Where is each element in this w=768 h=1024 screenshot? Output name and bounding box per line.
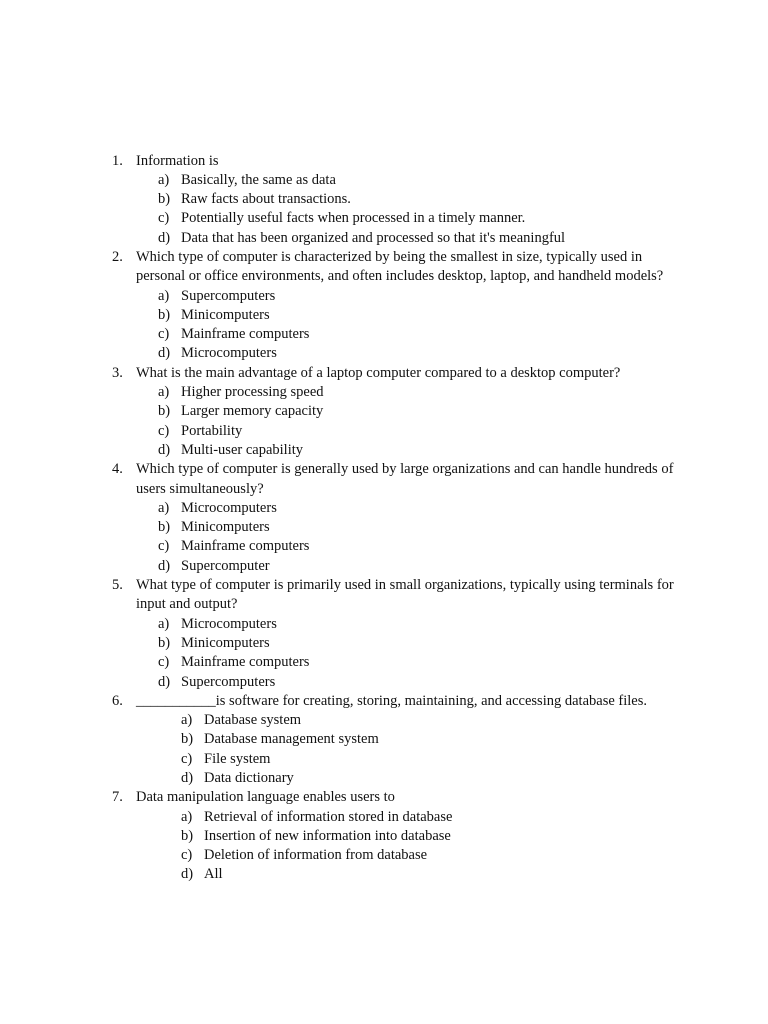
option-item	[136, 229, 687, 248]
question-text: ___________is software for creating, storing, maintaining, and accessing database files.	[136, 692, 647, 709]
option-item	[136, 422, 687, 441]
option-item	[136, 441, 687, 460]
question-3	[112, 364, 687, 460]
question-number: 7.	[112, 789, 123, 806]
question-text: Information is	[136, 152, 219, 169]
question-number: 3.	[112, 364, 123, 381]
option-text: Data dictionary	[204, 770, 294, 786]
option-text: Higher processing speed	[181, 384, 324, 401]
option-item	[136, 499, 687, 518]
question-1	[112, 152, 687, 248]
option-letter: c)	[158, 210, 170, 227]
option-text: Supercomputer	[181, 557, 270, 574]
option-text: Microcomputers	[181, 615, 277, 632]
option-letter: c)	[158, 654, 170, 671]
question-number: 2.	[112, 248, 123, 265]
option-letter: a)	[181, 808, 193, 825]
option-item	[136, 190, 687, 209]
option-item	[136, 769, 687, 788]
question-5	[112, 576, 687, 692]
question-number: 5.	[112, 577, 123, 594]
option-item	[136, 653, 687, 672]
question-6	[112, 692, 687, 788]
question-number: 6.	[112, 692, 123, 709]
option-item	[136, 402, 687, 421]
option-letter: a)	[158, 171, 170, 188]
option-letter: b)	[158, 634, 171, 651]
option-item	[136, 846, 687, 865]
option-item	[136, 383, 687, 402]
option-text: All	[204, 866, 223, 883]
option-item	[136, 325, 687, 344]
option-text: Supercomputers	[181, 673, 276, 690]
option-letter: a)	[158, 287, 170, 304]
option-text: Retrieval of information stored in database	[204, 808, 453, 825]
option-letter: b)	[158, 403, 171, 420]
option-list	[136, 383, 687, 460]
option-item	[136, 808, 687, 827]
question-4	[112, 460, 687, 576]
option-letter: a)	[158, 384, 170, 401]
question-7	[112, 788, 687, 884]
question-number: 1.	[112, 152, 123, 169]
option-list	[136, 615, 687, 692]
option-letter: d)	[158, 441, 171, 458]
option-text: Database management system	[204, 731, 379, 748]
option-item	[136, 518, 687, 537]
option-list	[136, 499, 687, 576]
option-letter: d)	[181, 866, 194, 883]
option-item	[136, 344, 687, 363]
option-text: Minicomputers	[181, 519, 270, 536]
option-item	[136, 209, 687, 228]
option-list	[136, 711, 687, 788]
option-letter: d)	[158, 229, 171, 246]
option-letter: d)	[181, 770, 194, 786]
option-item	[136, 634, 687, 653]
option-letter: d)	[158, 557, 171, 574]
option-text: Mainframe computers	[181, 538, 310, 555]
option-text: Potentially useful facts when processed in a timely manner.	[181, 210, 526, 227]
option-text: Supercomputers	[181, 287, 276, 304]
option-text: Deletion of information from database	[204, 847, 428, 864]
option-text: Mainframe computers	[181, 326, 310, 343]
option-letter: d)	[158, 673, 171, 690]
option-letter: c)	[181, 750, 193, 767]
option-item	[136, 827, 687, 846]
option-list	[136, 808, 687, 885]
option-text: Insertion of new information into database	[204, 827, 451, 844]
option-text: Multi-user capability	[181, 441, 304, 458]
option-text: Basically, the same as data	[181, 171, 336, 188]
option-list	[136, 171, 687, 248]
option-item	[136, 673, 687, 692]
option-letter: b)	[158, 306, 171, 323]
option-item	[136, 537, 687, 556]
question-2	[112, 248, 687, 364]
option-text: Raw facts about transactions.	[181, 191, 351, 208]
option-letter: d)	[158, 345, 171, 362]
option-letter: c)	[158, 538, 170, 555]
option-letter: b)	[181, 731, 194, 748]
option-item	[136, 557, 687, 576]
option-text: Larger memory capacity	[181, 403, 324, 420]
option-text: Database system	[204, 712, 302, 729]
option-item	[136, 615, 687, 634]
option-text: File system	[204, 750, 271, 767]
option-list	[136, 287, 687, 364]
option-letter: b)	[158, 519, 171, 536]
option-text: Portability	[181, 422, 243, 439]
option-item	[136, 730, 687, 749]
option-letter: b)	[181, 827, 194, 844]
option-text: Microcomputers	[181, 345, 277, 362]
option-text: Microcomputers	[181, 499, 277, 516]
question-text: Which type of computer is generally used by large organizations and can handle hundreds of users simultaneously?	[136, 461, 674, 497]
option-item	[136, 750, 687, 769]
option-item	[136, 711, 687, 730]
option-text: Mainframe computers	[181, 654, 310, 671]
question-text: What type of computer is primarily used in small organizations, typically using terminals for input and output?	[136, 577, 674, 613]
question-text: What is the main advantage of a laptop computer compared to a desktop computer?	[136, 364, 621, 381]
option-text: Minicomputers	[181, 634, 270, 651]
option-text: Minicomputers	[181, 306, 270, 323]
option-item	[136, 287, 687, 306]
option-letter: c)	[158, 326, 170, 343]
option-letter: c)	[181, 847, 193, 864]
option-item	[136, 171, 687, 190]
option-letter: a)	[158, 499, 170, 516]
question-number: 4.	[112, 461, 123, 478]
question-text: Data manipulation language enables users to	[136, 789, 395, 806]
option-letter: a)	[158, 615, 170, 632]
option-letter: a)	[181, 712, 193, 729]
question-text: Which type of computer is characterized by being the smallest in size, typically used in personal or office environments, and often includes desktop, laptop, and handheld models?	[136, 248, 664, 285]
option-letter: c)	[158, 422, 170, 439]
question-list	[112, 152, 687, 885]
option-item	[136, 865, 687, 884]
option-text: Data that has been organized and processed so that it's meaningful	[181, 229, 566, 246]
option-item	[136, 306, 687, 325]
option-letter: b)	[158, 191, 171, 208]
